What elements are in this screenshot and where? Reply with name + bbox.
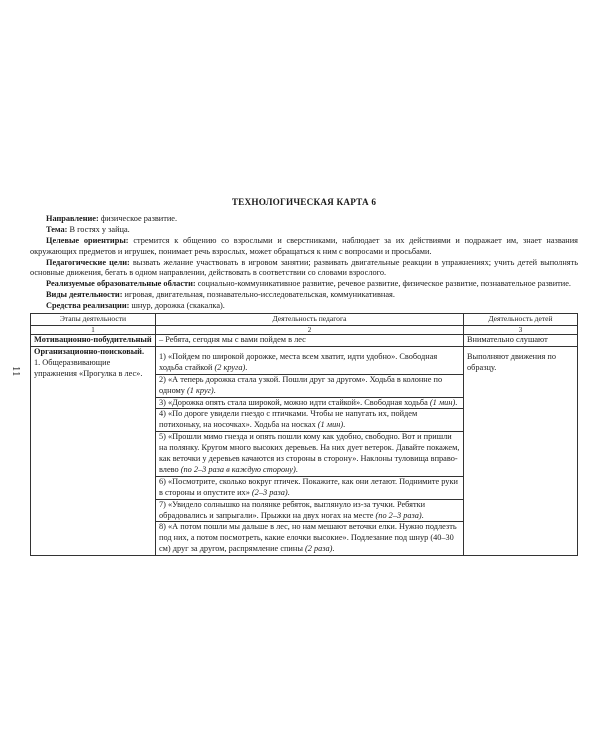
areas-value: социально-коммуникативное развитие, речевое развитие, физическое развитие, познавательное развитие. bbox=[195, 279, 571, 289]
exercise-step: 7) «Увидело солнышко на полянке ребяток, выглянуло из-за тучки. Ребятки обрадовались и запрыгали». Прыжки на двух ногах на месте (по 2–3 раза). bbox=[156, 499, 463, 522]
header-stages: Этапы деятельности bbox=[31, 314, 156, 326]
direction-line bbox=[30, 214, 578, 225]
exercise-step: 1) «Пойдем по широкой дорожке, места всем хватит, идти удобно». Свободная ходьба стайкой (2 круга). bbox=[159, 351, 438, 372]
header-children: Деятельность детей bbox=[464, 314, 578, 326]
card-title: ТЕХНОЛОГИЧЕСКАЯ КАРТА 6 bbox=[231, 197, 377, 207]
goals-line bbox=[30, 258, 578, 280]
header-teacher: Деятельность педагога bbox=[156, 314, 464, 326]
column-number: 1 bbox=[31, 325, 156, 334]
stage-organizational bbox=[31, 346, 156, 555]
technology-card bbox=[30, 197, 578, 556]
children-listen: Внимательно слушают bbox=[464, 334, 578, 346]
theme-line bbox=[30, 225, 578, 236]
stage-motivational: Мотивационно-побудительный bbox=[31, 334, 156, 346]
targets-line bbox=[30, 236, 578, 258]
areas-label: Реализуемые образовательные области: bbox=[46, 279, 196, 289]
theme-label: Тема: bbox=[46, 224, 68, 234]
column-number: 3 bbox=[464, 325, 578, 334]
exercise-step: 3) «Дорожка опять стала широкой, можно идти стайкой». Свободная ходьба (1 мин). bbox=[156, 397, 463, 409]
means-label: Средства реализации: bbox=[46, 301, 130, 311]
stage-title: Организационно-поисковый. bbox=[34, 346, 145, 356]
means-value: шнур, дорожка (скакалка). bbox=[129, 301, 225, 311]
exercise-step: 5) «Прошли мимо гнезда и опять пошли кому как удобно, свободно. Вот и пришли на полянку. Кругом много высоких деревьев. На них дует ветерок. Давайте покажем, как веточки у деревьев качаются из стороны в сторону». Наклоны туловища вправо-влево (по 2–3 раза в каждую сторону). bbox=[156, 431, 463, 476]
areas-line bbox=[30, 279, 578, 290]
table-number-row bbox=[31, 325, 578, 334]
table-header-row bbox=[31, 314, 578, 326]
theme-value: В гостях у зайца. bbox=[67, 224, 130, 234]
exercise-step: 6) «Посмотрите, сколько вокруг птичек. Покажите, как они летают. Поднимите руки в стороны и опустите их» (2–3 раза). bbox=[156, 476, 463, 499]
stage-exercise: 1. Общеразвивающие упражнения «Прогулка в лес». bbox=[34, 357, 143, 378]
table-row bbox=[31, 346, 578, 555]
table-row bbox=[31, 334, 578, 346]
means-line bbox=[30, 301, 578, 312]
goals-label: Педагогические цели: bbox=[46, 257, 130, 267]
exercise-step: 2) «А теперь дорожка стала узкой. Пошли друг за другом». Ходьба в колонне по одному (1 круг). bbox=[156, 374, 463, 397]
activity-table bbox=[30, 313, 578, 556]
exercise-step: 4) «По дороге увидели гнездо с птичками. Чтобы не напугать их, пойдем потихоньку, на носочках». Ходьба на носках (1 мин). bbox=[156, 408, 463, 431]
targets-value: стремится к общению со взрослыми и сверстниками, наблюдает за их действиями и подражает им, знает названия окружающих предметов и игрушек, понимает речь взрослых, может обращаться к ним с вопросами и просьбами. bbox=[30, 235, 579, 256]
card-meta bbox=[30, 214, 578, 312]
exercise-step: 8) «А потом пошли мы дальше в лес, но нам мешают веточки елки. Нужно подлезть под них, а потом посмотреть, какие елочки высокие». Подлезание под шнур (40–30 см) друг за другом, распрямление спины (2 раза). bbox=[156, 521, 463, 555]
direction-value: физическое развитие. bbox=[98, 213, 178, 223]
children-perform: Выполняют движения по образцу. bbox=[464, 346, 578, 555]
activities-label: Виды деятельности: bbox=[46, 290, 123, 300]
direction-label: Направление: bbox=[46, 213, 99, 223]
teacher-steps bbox=[156, 346, 464, 555]
activities-value: игровая, двигательная, познавательно-исследовательская, коммуникативная. bbox=[122, 290, 395, 300]
activities-line bbox=[30, 290, 578, 301]
goals-value: вызвать желание участвовать в игровом занятии; развивать двигательные реакции в упражнениях; учить детей выполнять основные движения, бегать в одном направлении, действовать в соответствии со словами взрослого. bbox=[30, 257, 578, 278]
teacher-intro: – Ребята, сегодня мы с вами пойдем в лес bbox=[156, 334, 464, 346]
page-number: 11 bbox=[9, 366, 21, 377]
targets-label: Целевые ориентиры: bbox=[46, 235, 129, 245]
column-number: 2 bbox=[156, 325, 464, 334]
